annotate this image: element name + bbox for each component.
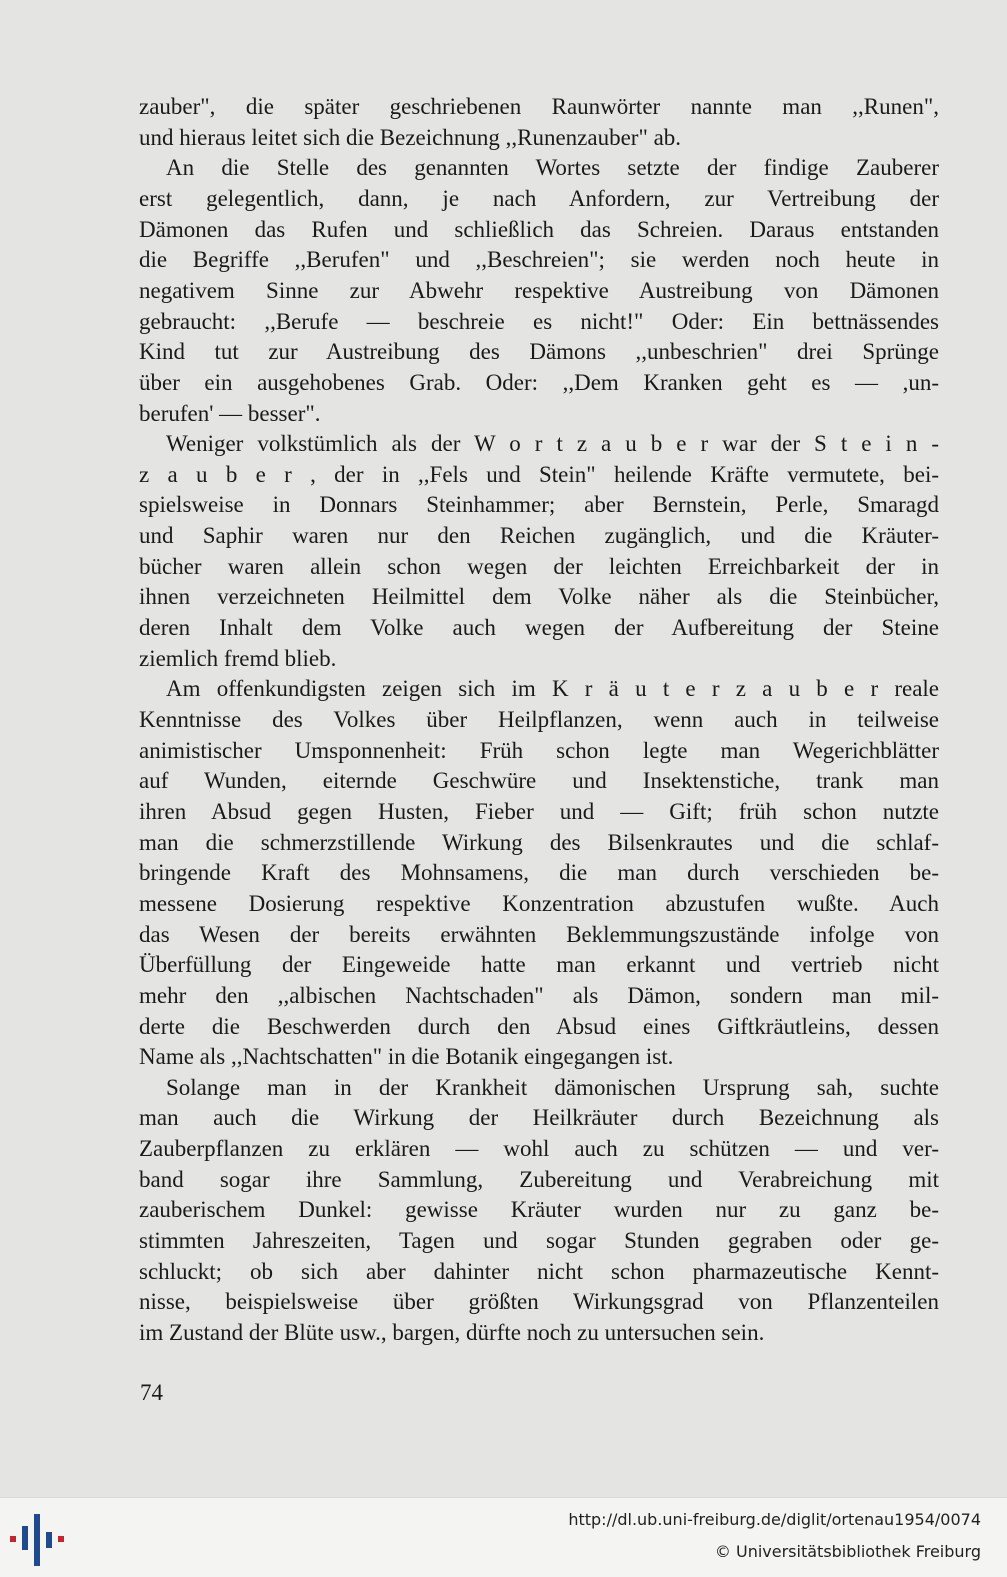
text-line: Überfüllung der Eingeweide hatte man erkannt und vertrieb nicht xyxy=(139,952,939,978)
text-line: bücher waren allein schon wegen der leichten Erreichbarkeit der in xyxy=(139,553,939,579)
text-line: Am offenkundigsten zeigen sich im K r ä u t e r z a u b e r reale xyxy=(166,676,939,702)
text-line: mehr den ,,albischen Nachtschaden" als Dämon, sondern man mil- xyxy=(139,982,939,1008)
text-line: Dämonen das Rufen und schließlich das Schreien. Daraus entstanden xyxy=(139,216,939,242)
source-url-link[interactable]: http://dl.ub.uni-freiburg.de/diglit/ortenau1954/0074 xyxy=(568,1510,981,1529)
text-line: das Wesen der bereits erwähnten Beklemmungszustände infolge von xyxy=(139,921,939,947)
text-line: An die Stelle des genannten Wortes setzte der findige Zauberer xyxy=(166,155,939,181)
text-line: man auch die Wirkung der Heilkräuter durch Bezeichnung als xyxy=(139,1105,939,1131)
text-line: zauberischem Dunkel: gewisse Kräuter wurden nur zu ganz be- xyxy=(139,1197,939,1223)
text-line: und hieraus leitet sich die Bezeichnung ,,Runenzauber" ab. xyxy=(139,124,682,150)
text-line: z a u b e r , der in ,,Fels und Stein" heilende Kräfte vermutete, bei- xyxy=(139,461,939,487)
text-line: im Zustand der Blüte usw., bargen, dürfte noch zu untersuchen sein. xyxy=(139,1320,765,1345)
text-line: Weniger volkstümlich als der W o r t z a u b e r war der S t e i n - xyxy=(166,431,939,457)
text-line: animistischer Umsponnenheit: Früh schon legte man Wegerichblätter xyxy=(139,737,939,763)
text-line: die Begriffe ,,Berufen" und ,,Beschreien"; sie werden noch heute in xyxy=(139,247,939,273)
text-line: Name als ,,Nachtschatten" in die Botanik eingegangen ist. xyxy=(139,1044,674,1070)
text-line: stimmten Jahreszeiten, Tagen und sogar Stunden gegraben oder ge- xyxy=(139,1228,939,1253)
text-line: derte die Beschwerden durch den Absud eines Giftkräutleins, dessen xyxy=(139,1013,939,1039)
text-line: negativem Sinne zur Abwehr respektive Austreibung von Dämonen xyxy=(139,277,939,303)
text-line: deren Inhalt dem Volke auch wegen der Aufbereitung der Steine xyxy=(139,615,939,640)
text-line: nisse, beispielsweise über größten Wirkungsgrad von Pflanzenteilen xyxy=(139,1289,939,1315)
copyright-notice: © Universitätsbibliothek Freiburg xyxy=(714,1542,981,1561)
page-number: 74 xyxy=(140,1380,163,1405)
text-line: berufen' — besser". xyxy=(139,400,321,426)
text-line: Zauberpflanzen zu erklären — wohl auch zu schützen — und ver- xyxy=(139,1136,939,1162)
text-line: auf Wunden, eiternde Geschwüre und Insektenstiche, trank man xyxy=(139,768,939,794)
text-line: ihren Absud gegen Husten, Fieber und — Gift; früh schon nutzte xyxy=(139,798,939,824)
text-line: zauber", die später geschriebenen Raunwörter nannte man ,,Runen", xyxy=(139,94,939,119)
text-line: schluckt; ob sich aber dahinter nicht schon pharmazeutische Kennt- xyxy=(139,1258,939,1284)
text-line: ziemlich fremd blieb. xyxy=(139,645,337,671)
text-line: ihnen verzeichneten Heilmittel dem Volke näher als die Steinbücher, xyxy=(139,584,939,610)
text-line: erst gelegentlich, dann, je nach Anfordern, zur Vertreibung der xyxy=(139,185,939,211)
text-line: über ein ausgehobenes Grab. Oder: ,,Dem Kranken geht es — ,un- xyxy=(139,369,939,395)
text-line: gebraucht: ,,Berufe — beschreie es nicht!" Oder: Ein bettnässendes xyxy=(139,308,939,334)
library-logo-icon xyxy=(8,1510,68,1570)
digitization-footer xyxy=(0,1497,1007,1577)
text-line: und Saphir waren nur den Reichen zugänglich, und die Kräuter- xyxy=(139,523,939,549)
text-line: Solange man in der Krankheit dämonischen Ursprung sah, suchte xyxy=(166,1074,939,1100)
text-line: bringende Kraft des Mohnsamens, die man durch verschieden be- xyxy=(139,860,939,886)
text-line: Kenntnisse des Volkes über Heilpflanzen, wenn auch in teilweise xyxy=(139,707,939,732)
text-line: man die schmerzstillende Wirkung des Bilsenkrautes und die schlaf- xyxy=(139,829,939,855)
text-line: spielsweise in Donnars Steinhammer; aber Bernstein, Perle, Smaragd xyxy=(139,492,939,518)
text-line: band sogar ihre Sammlung, Zubereitung und Verabreichung mit xyxy=(139,1166,939,1192)
text-line: messene Dosierung respektive Konzentration abzustufen wußte. Auch xyxy=(139,890,939,916)
text-line: Kind tut zur Austreibung des Dämons ,,unbeschrien" drei Sprünge xyxy=(139,339,939,365)
